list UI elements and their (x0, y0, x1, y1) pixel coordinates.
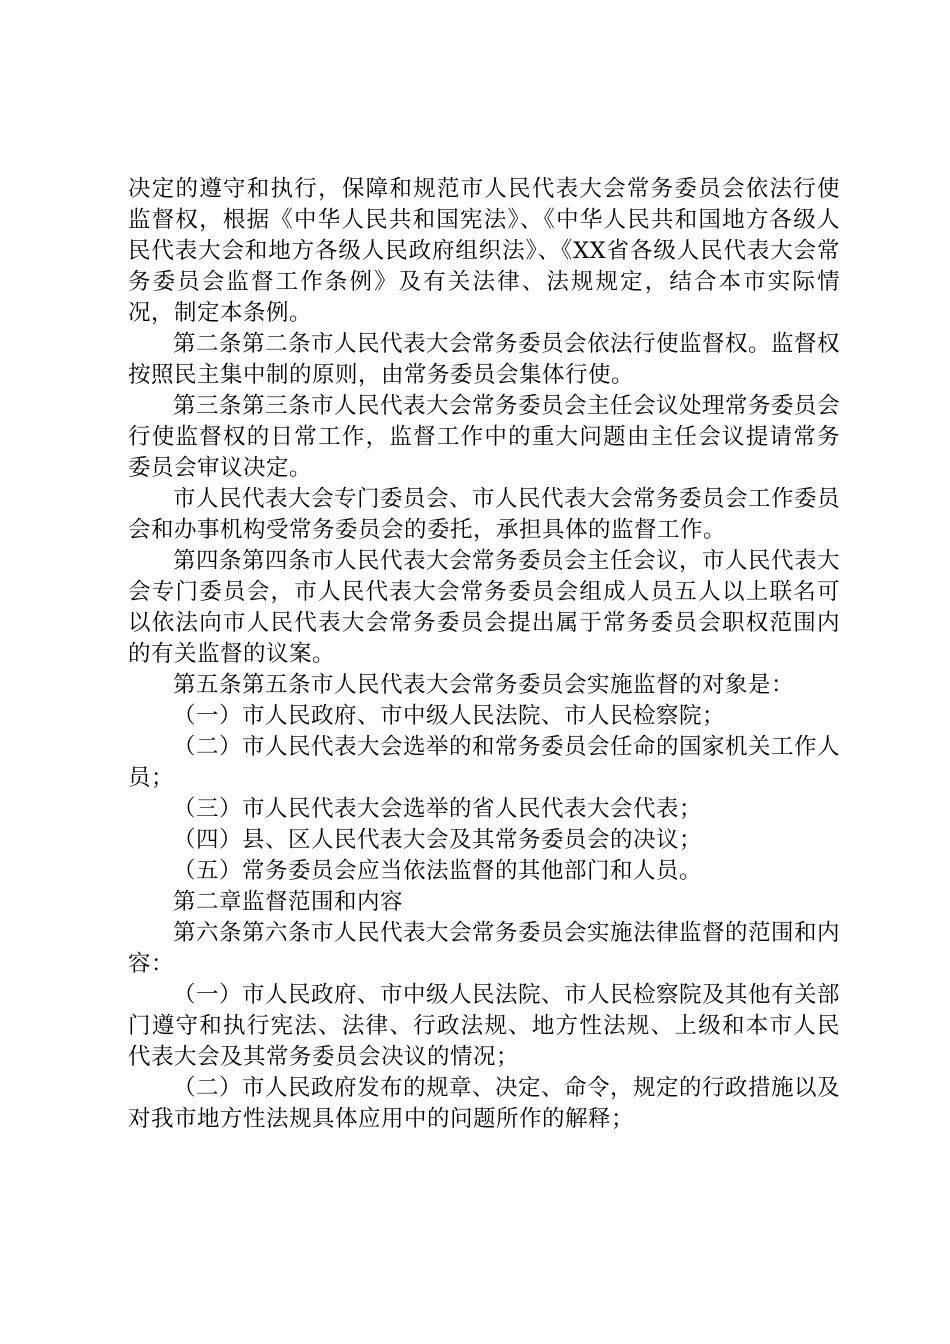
paragraph-article-5: 第五条第五条市人民代表大会常务委员会实施监督的对象是： (173, 672, 795, 698)
paragraph-preamble-continuation: 决定的遵守和执行，保障和规范市人民代表大会常务委员会依法行使监督权，根据《中华人民共和国宪法》、《中华人民共和国地方各级人民代表大会和地方各级人民政府组织法》、《XX省各级人民代表大会常务委员会监督工作条例》及有关法律、法规规定，结合本市实际情况，制定本条例。 (128, 176, 840, 326)
paragraph-article-3-clause-2: 市人民代表大会专门委员会、市人民代表大会常务委员会工作委员会和办事机构受常务委员会的委托，承担具体的监督工作。 (128, 486, 841, 543)
paragraph-article-6: 第六条第六条市人民代表大会常务委员会实施法律监督的范围和内容： (128, 920, 841, 977)
list-item-article-5-1: （一）市人民政府、市中级人民法院、市人民检察院； (173, 703, 726, 729)
chapter-heading-2: 第二章监督范围和内容 (173, 889, 404, 915)
list-item-article-5-4: （四）县、区人民代表大会及其常务委员会的决议； (173, 827, 703, 853)
list-item-article-6-2: （二）市人民政府发布的规章、决定、命令，规定的行政措施以及对我市地方性法规具体应用中的问题所作的解释； (128, 1075, 841, 1132)
list-item-article-5-2: （二）市人民代表大会选举的和常务委员会任命的国家机关工作人员； (128, 734, 841, 791)
document-body (128, 174, 840, 1135)
list-item-article-6-1: （一）市人民政府、市中级人民法院、市人民检察院及其他有关部门遵守和执行宪法、法律、行政法规、地方性法规、上级和本市人民代表大会及其常务委员会决议的情况； (128, 982, 841, 1070)
list-item-article-5-5: （五）常务委员会应当依法监督的其他部门和人员。 (173, 858, 703, 884)
paragraph-article-3: 第三条第三条市人民代表大会常务委员会主任会议处理常务委员会行使监督权的日常工作，监督工作中的重大问题由主任会议提请常务委员会审议决定。 (128, 393, 841, 481)
list-item-article-5-3: （三）市人民代表大会选举的省人民代表大会代表； (173, 796, 703, 822)
paragraph-article-2: 第二条第二条市人民代表大会常务委员会依法行使监督权。监督权按照民主集中制的原则，由常务委员会集体行使。 (128, 331, 841, 388)
paragraph-article-4: 第四条第四条市人民代表大会常务委员会主任会议，市人民代表大会专门委员会，市人民代表大会常务委员会组成人员五人以上联名可以依法向市人民代表大会常务委员会提出属于常务委员会职权范围内的有关监督的议案。 (128, 548, 841, 667)
